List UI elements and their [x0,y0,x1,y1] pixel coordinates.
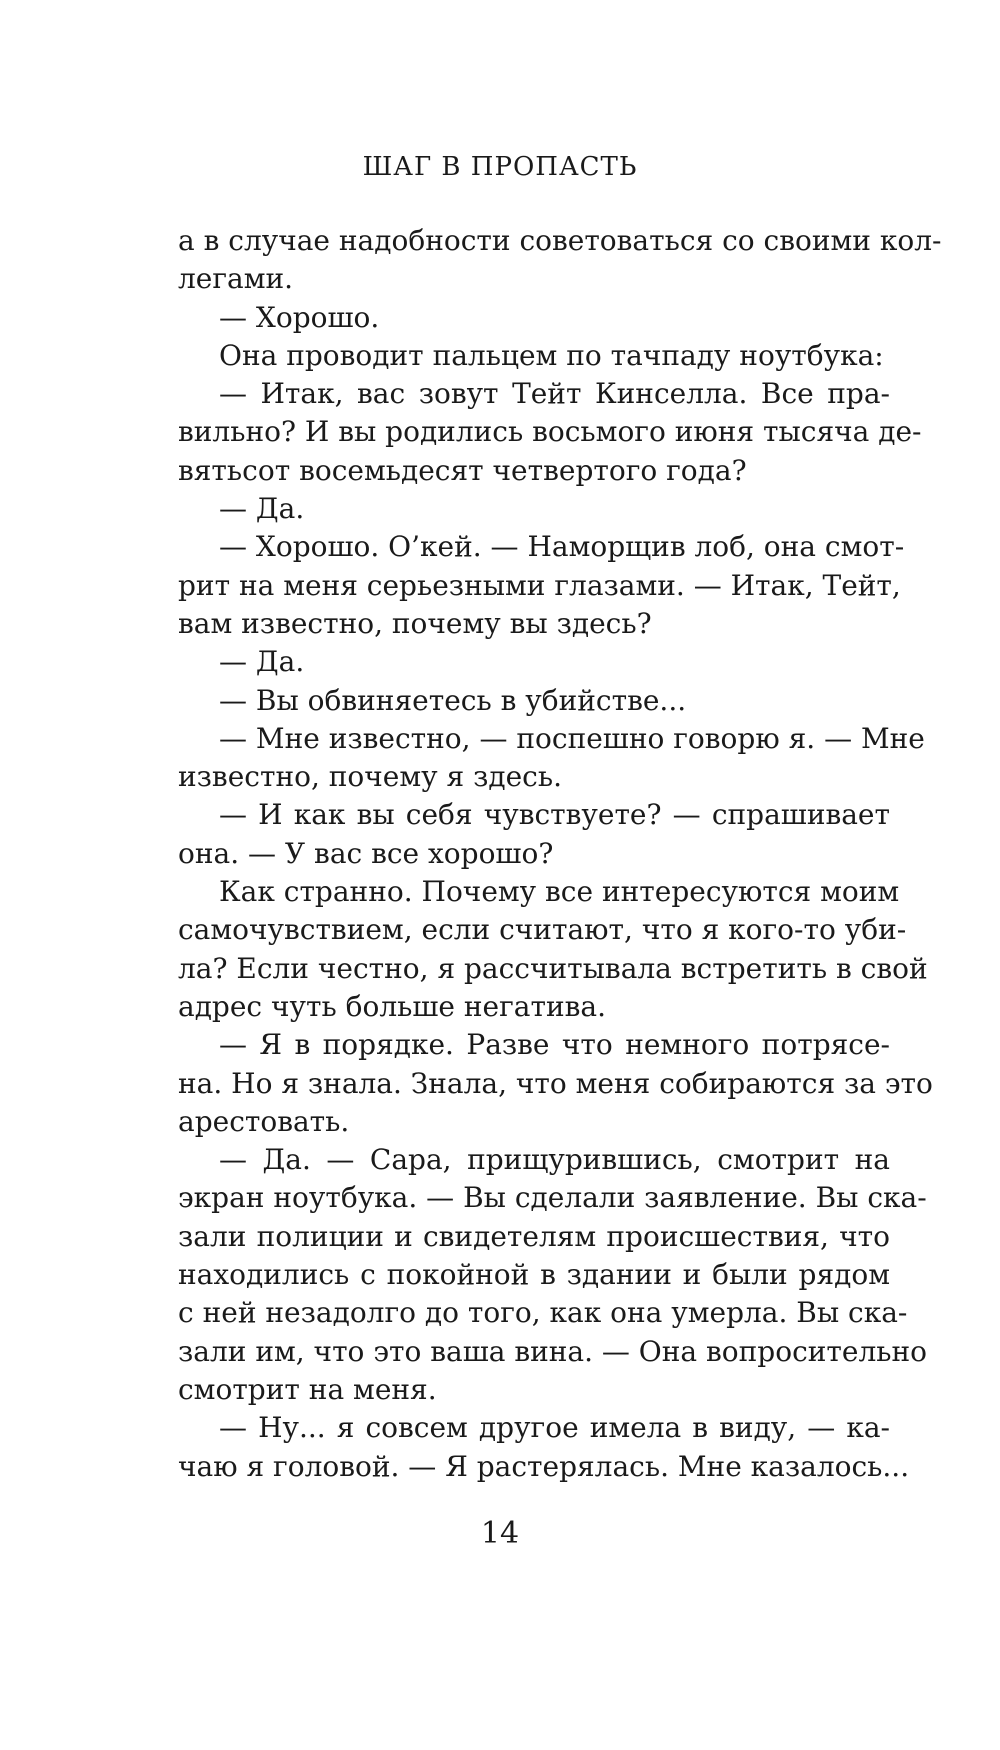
text-line: зали полиции и свидетелям происшествия, что [178,1219,890,1253]
text-line: рит на меня серьезными глазами. — Итак, Тейт, [178,568,901,602]
text-line: экран ноутбука. — Вы сделали заявление. Вы ска- [178,1181,927,1215]
text-line: — Итак, вас зовут Тейт Кинселла. Все пра- [219,377,890,411]
text-line: арестовать. [178,1104,350,1138]
text-line: с ней незадолго до того, как она умерла. Вы ска- [178,1296,908,1330]
text-line: вильно? И вы родились восьмого июня тысяча де- [178,415,922,449]
text-line: на. Но я знала. Знала, что меня собираются за это [178,1066,933,1100]
text-line: а в случае надобности советоваться со своими кол- [178,224,942,257]
text-line: — Да. — Сара, прищурившись, смотрит на [219,1143,890,1177]
text-line: вам известно, почему вы здесь? [178,606,652,640]
text-line: ла? Если честно, я рассчитывала встретить в свой [178,951,928,985]
text-line: чаю я головой. — Я растерялась. Мне казалось... [178,1449,910,1483]
text-line: — Мне известно, — поспешно говорю я. — Мне [219,721,925,755]
text-line: адрес чуть больше негатива. [178,989,606,1023]
text-line: — И как вы себя чувствуете? — спрашивает [219,798,890,832]
text-line: — Хорошо. [219,300,380,334]
text-line: — Я в порядке. Разве что немного потрясе- [219,1028,890,1062]
text-line: — Ну... я совсем другое имела в виду, — ка- [219,1411,890,1445]
text-line: смотрит на меня. [178,1372,437,1406]
text-line: зали им, что это ваша вина. — Она вопросительно [178,1334,928,1368]
body-text [178,222,942,1486]
text-line: — Вы обвиняетесь в убийстве... [219,683,687,717]
page-number: 14 [480,1516,520,1551]
text-line: находились с покойной в здании и были рядом [178,1258,890,1292]
text-line: вятьсот восемьдесят четвертого года? [178,453,747,487]
text-line: Она проводит пальцем по тачпаду ноутбука: [219,338,884,372]
running-title: ШАГ В ПРОПАСТЬ [362,152,638,182]
text-line: — Да. [219,492,305,526]
text-line: легами. [178,262,294,296]
text-line: известно, почему я здесь. [178,760,562,794]
text-line: — Хорошо. О’кей. — Наморщив лоб, она смот- [219,530,905,564]
text-line: самочувствием, если считают, что я кого-то уби- [178,913,907,947]
text-line: она. — У вас все хорошо? [178,836,554,870]
text-line: Как странно. Почему все интересуются моим [219,875,900,909]
text-line: — Да. [219,645,305,679]
